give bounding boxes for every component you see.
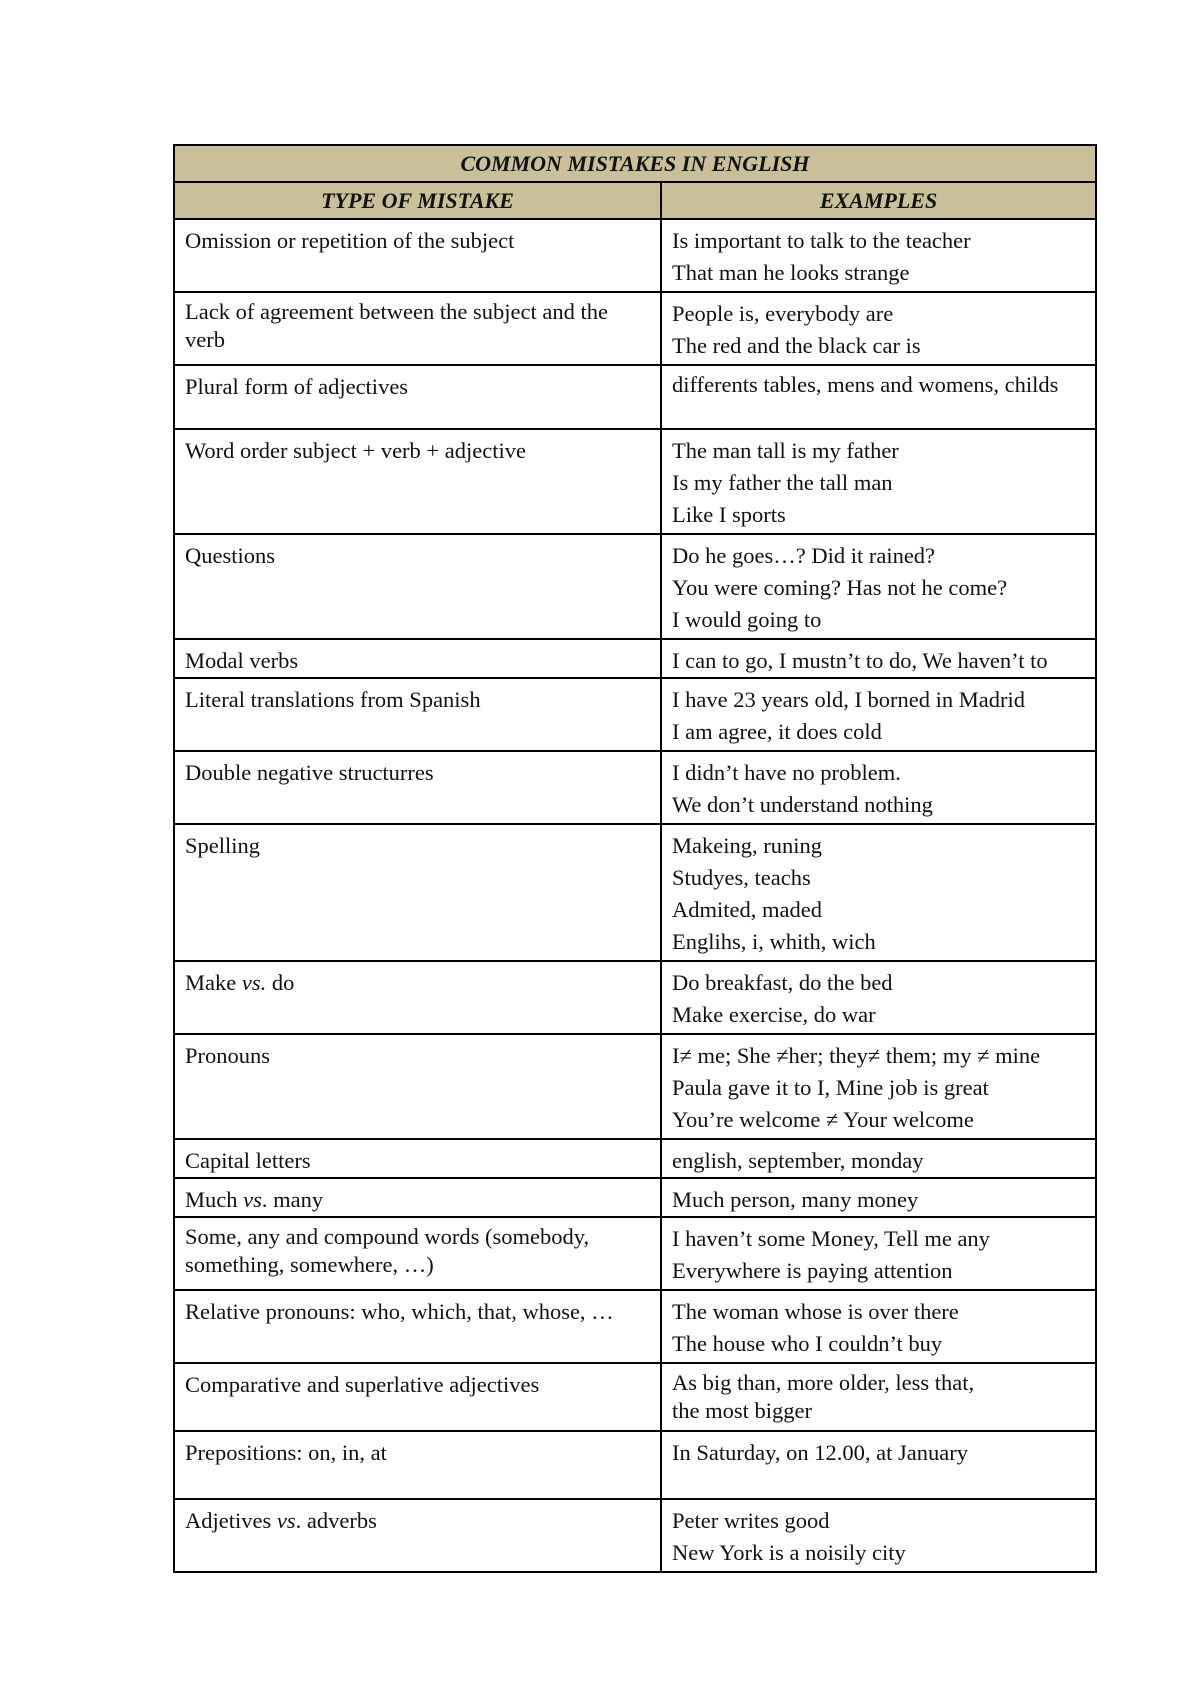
- mistake-type-cell: [174, 534, 661, 639]
- mistake-type: [185, 1184, 650, 1216]
- table-row: [174, 219, 1096, 292]
- table-row: [174, 1217, 1096, 1290]
- mistake-type: Lack of agreement between the subject and the verb: [185, 299, 608, 352]
- column-header-row: [174, 182, 1096, 219]
- table-row: [174, 1499, 1096, 1572]
- table-row: [174, 1431, 1096, 1499]
- mistake-type-cell: [174, 1363, 661, 1431]
- example-line: Do breakfast, do the bed: [672, 970, 893, 995]
- example-line: Like I sports: [672, 502, 786, 527]
- example-line: Peter writes good: [672, 1508, 830, 1533]
- example-line: You were coming? Has not he come?: [672, 575, 1008, 600]
- mistake-type-vs: vs: [243, 1187, 262, 1212]
- mistake-type: Modal verbs: [185, 648, 299, 673]
- mistake-type-cell: [174, 292, 661, 365]
- examples-cell: [661, 365, 1096, 429]
- mistake-type: Comparative and superlative adjectives: [185, 1372, 540, 1397]
- examples-cell: [661, 639, 1096, 678]
- examples-cell: [661, 1178, 1096, 1217]
- table-row: [174, 429, 1096, 534]
- example-line: I am agree, it does cold: [672, 719, 882, 744]
- example-line: The man tall is my father: [672, 438, 899, 463]
- mistake-type-cell: [174, 961, 661, 1034]
- examples-cell: [661, 429, 1096, 534]
- mistakes-table: [173, 144, 1097, 1573]
- mistake-type-cell: [174, 1034, 661, 1139]
- examples-cell: [661, 678, 1096, 751]
- example-line: differents tables, mens and womens, childs: [672, 372, 1059, 397]
- mistake-type-cell: [174, 429, 661, 534]
- table-row: [174, 678, 1096, 751]
- example-line: Much person, many money: [672, 1187, 919, 1212]
- mistake-type-cell: [174, 1217, 661, 1290]
- table-row: [174, 1290, 1096, 1363]
- example-line: english, september, monday: [672, 1148, 924, 1173]
- examples-cell: [661, 1217, 1096, 1290]
- mistake-type: [185, 1505, 650, 1537]
- example-line: Studyes, teachs: [672, 865, 811, 890]
- table-row: [174, 751, 1096, 824]
- example-line: I didn’t have no problem.: [672, 760, 901, 785]
- examples-cell: [661, 1431, 1096, 1499]
- mistake-type-cell: [174, 1290, 661, 1363]
- mistake-type: Capital letters: [185, 1148, 311, 1173]
- example-line: Admited, maded: [672, 897, 822, 922]
- table-row: [174, 824, 1096, 961]
- mistake-type-vs: vs.: [241, 970, 267, 995]
- example-line: The woman whose is over there: [672, 1299, 959, 1324]
- example-line: I would going to: [672, 607, 822, 632]
- example-line: Is important to talk to the teacher: [672, 228, 971, 253]
- table-row: [174, 1139, 1096, 1178]
- example-line: People is, everybody are: [672, 301, 894, 326]
- mistake-type-cell: [174, 1139, 661, 1178]
- example-line: The house who I couldn’t buy: [672, 1331, 943, 1356]
- mistake-type-cell: [174, 678, 661, 751]
- example-line: In Saturday, on 12.00, at January: [672, 1440, 968, 1465]
- table-row: [174, 1363, 1096, 1431]
- examples-cell: [661, 292, 1096, 365]
- title-row: [174, 145, 1096, 182]
- table-row: [174, 365, 1096, 429]
- example-line: Do he goes…? Did it rained?: [672, 543, 936, 568]
- mistake-type-cell: [174, 639, 661, 678]
- mistake-type: Questions: [185, 543, 275, 568]
- mistake-type: Plural form of adjectives: [185, 374, 409, 399]
- mistake-type-cell: [174, 219, 661, 292]
- example-line: As big than, more older, less that,: [672, 1370, 975, 1395]
- mistake-type: Omission or repetition of the subject: [185, 228, 515, 253]
- mistake-type-cell: [174, 1431, 661, 1499]
- example-line: I have 23 years old, I borned in Madrid: [672, 687, 1026, 712]
- mistake-type-text: . many: [261, 1187, 324, 1212]
- example-line: Makeing, runing: [672, 833, 822, 858]
- mistake-type-text: Make: [185, 970, 242, 995]
- examples-cell: [661, 534, 1096, 639]
- example-line: We don’t understand nothing: [672, 792, 933, 817]
- mistake-type-text: Much: [185, 1187, 244, 1212]
- examples-cell: [661, 1363, 1096, 1431]
- example-line: Is my father the tall man: [672, 470, 893, 495]
- example-line: Make exercise, do war: [672, 1002, 876, 1027]
- mistake-type: Relative pronouns: who, which, that, whose, …: [185, 1299, 614, 1324]
- example-line: Everywhere is paying attention: [672, 1258, 953, 1283]
- mistake-type: [185, 967, 650, 999]
- mistake-type-cell: [174, 365, 661, 429]
- table-row: [174, 292, 1096, 365]
- table-row: [174, 639, 1096, 678]
- examples-cell: [661, 1034, 1096, 1139]
- table-row: [174, 1178, 1096, 1217]
- table-row: [174, 1034, 1096, 1139]
- mistake-type-cell: [174, 1499, 661, 1572]
- example-line: I haven’t some Money, Tell me any: [672, 1226, 990, 1251]
- mistake-type-cell: [174, 751, 661, 824]
- mistake-type-text: do: [266, 970, 295, 995]
- mistake-type: Literal translations from Spanish: [185, 687, 481, 712]
- example-line: You’re welcome ≠ Your welcome: [672, 1107, 974, 1132]
- examples-cell: [661, 1290, 1096, 1363]
- examples-cell: [661, 961, 1096, 1034]
- examples-cell: [661, 751, 1096, 824]
- examples-cell: [661, 1499, 1096, 1572]
- table-row: [174, 961, 1096, 1034]
- mistake-type: Word order subject + verb + adjective: [185, 438, 526, 463]
- example-line: Englihs, i, whith, wich: [672, 929, 876, 954]
- column-header-type: TYPE OF MISTAKE: [174, 182, 661, 219]
- mistake-type: Prepositions: on, in, at: [185, 1440, 387, 1465]
- mistake-type-text: Adjetives: [185, 1508, 277, 1533]
- mistake-type: Double negative structurres: [185, 760, 434, 785]
- example-line: Paula gave it to I, Mine job is great: [672, 1075, 989, 1100]
- example-line: I can to go, I mustn’t to do, We haven’t to: [672, 648, 1048, 673]
- example-line: I≠ me; She ≠her; they≠ them; my ≠ mine: [672, 1043, 1041, 1068]
- mistake-type: Pronouns: [185, 1043, 271, 1068]
- examples-cell: [661, 1139, 1096, 1178]
- table-row: [174, 534, 1096, 639]
- mistake-type-text: . adverbs: [295, 1508, 377, 1533]
- example-line: The red and the black car is: [672, 333, 921, 358]
- example-line: the most bigger: [672, 1398, 812, 1423]
- mistake-type-cell: [174, 1178, 661, 1217]
- examples-cell: [661, 824, 1096, 961]
- column-header-examples: EXAMPLES: [661, 182, 1096, 219]
- mistake-type-cell: [174, 824, 661, 961]
- mistake-type: Some, any and compound words (somebody, something, somewhere, …): [185, 1224, 590, 1277]
- example-line: That man he looks strange: [672, 260, 910, 285]
- mistake-type: Spelling: [185, 833, 261, 858]
- mistake-type-vs: vs: [276, 1508, 296, 1533]
- example-line: New York is a noisily city: [672, 1540, 906, 1565]
- table-title: COMMON MISTAKES IN ENGLISH: [174, 145, 1096, 182]
- examples-cell: [661, 219, 1096, 292]
